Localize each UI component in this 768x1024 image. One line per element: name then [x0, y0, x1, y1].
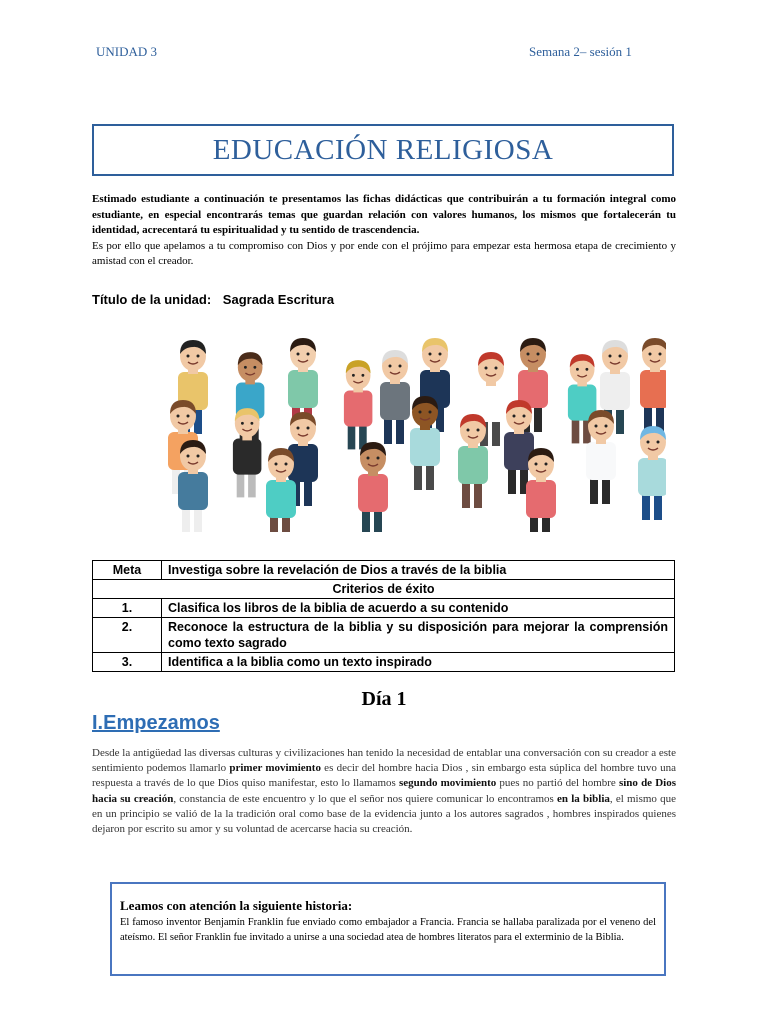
person-figure	[410, 396, 440, 490]
story-text: El famoso inventor Benjamín Franklin fue enviado como embajador a Francia. Francia se hallaba paralizada por el veneno del ateísmo. El señor Franklin fue invitado a unirse a una sociedad atea de hombres literatos para el exterminio de la Biblia.	[120, 917, 656, 943]
person-figure	[526, 448, 556, 532]
body-bold-2: segundo movimiento	[398, 777, 497, 790]
person-figure	[344, 360, 373, 449]
person-figure	[586, 410, 616, 504]
person-figure	[504, 400, 534, 494]
body-bold-1: primer movimiento	[229, 762, 321, 775]
session-label: Semana 2– sesión 1	[529, 44, 632, 59]
person-figure	[380, 350, 410, 444]
meta-label: Meta	[93, 561, 162, 580]
table-row	[93, 653, 675, 672]
body-text-1: Desde la antigüedad las diversas culturas y civilizaciones han tenido la necesidad de entablar una conversación con su creador a este sentimiento podemos llamarlo	[92, 747, 676, 775]
row-number: 1.	[93, 599, 162, 618]
body-paragraph	[92, 746, 676, 837]
person-figure	[358, 442, 388, 532]
body-text-5: , el mismo que en un principio se valió de la la tradición oral como base de la evidencia junto a los autores sagrados , hombres inspirados quienes dejaron por escrito su amor y su voluntad de acercarse hacia su creación.	[92, 792, 676, 836]
table-row	[93, 599, 675, 618]
person-figure	[178, 440, 208, 532]
goals-table	[92, 560, 675, 672]
story-title: Leamos con atención la siguiente historia:	[120, 898, 353, 913]
meta-value: Investiga sobre la revelación de Dios a través de la biblia	[162, 561, 675, 580]
person-figure	[233, 408, 262, 497]
row-number: 3.	[93, 653, 162, 672]
page-title-box	[92, 124, 674, 176]
body-text-4: , constancia de este encuentro y lo que el señor nos quiere comunicar lo encontramos	[173, 792, 558, 805]
person-figure	[638, 426, 666, 520]
body-bold-3: sino de Dios hacia su creación	[92, 777, 676, 805]
row-number: 2.	[93, 618, 162, 653]
person-figure	[266, 448, 296, 532]
people-illustration	[146, 332, 666, 532]
person-figure	[458, 414, 488, 508]
day-heading: Día 1	[361, 688, 407, 710]
table-row	[93, 618, 675, 653]
body-bold-4: en la biblia	[557, 792, 610, 805]
intro-bold-text: Estimado estudiante a continuación te presentamos las fichas didácticas que contribuirán a tu formación integral como estudiante, en especial encontrarás temas que guardan relación con valores humanos, los mismos que fortalecerán tu identidad, acrecentará tu espiritualidad y tu sentido de trascendencia.	[92, 193, 676, 236]
criteria-header-row	[93, 580, 675, 599]
meta-row	[93, 561, 675, 580]
row-text: Identifica a la biblia como un texto inspirado	[162, 653, 675, 672]
intro-paragraph	[92, 192, 676, 270]
body-text-2: es decir del hombre hacia Dios , sin embargo esta súplica del hombre tuvo una respuesta a través de lo que Dios quiso manifestar, esto lo llamamos	[92, 762, 677, 790]
unit-label: UNIDAD 3	[96, 44, 158, 59]
unit-title-label: Título de la unidad:	[92, 292, 212, 307]
unit-title	[92, 292, 334, 307]
section-heading: I.Empezamos	[92, 712, 220, 734]
unit-title-value: Sagrada Escritura	[222, 292, 335, 307]
page-title: EDUCACIÓN RELIGIOSA	[212, 133, 554, 166]
row-text: Clasifica los libros de la biblia de acuerdo a su contenido	[162, 599, 675, 618]
row-text: Reconoce la estructura de la biblia y su disposición para mejorar la comprensión como texto sagrado	[162, 618, 675, 653]
body-text-3: pues no partió del hombre	[496, 777, 619, 790]
criteria-header: Criterios de éxito	[93, 580, 675, 599]
person-figure	[640, 338, 666, 432]
story-box	[110, 882, 666, 976]
intro-normal-text: Es por ello que apelamos a tu compromiso con Dios y por ende con el prójimo para empezar esta hermosa etapa de crecimiento y amistad con el creador.	[92, 239, 676, 267]
